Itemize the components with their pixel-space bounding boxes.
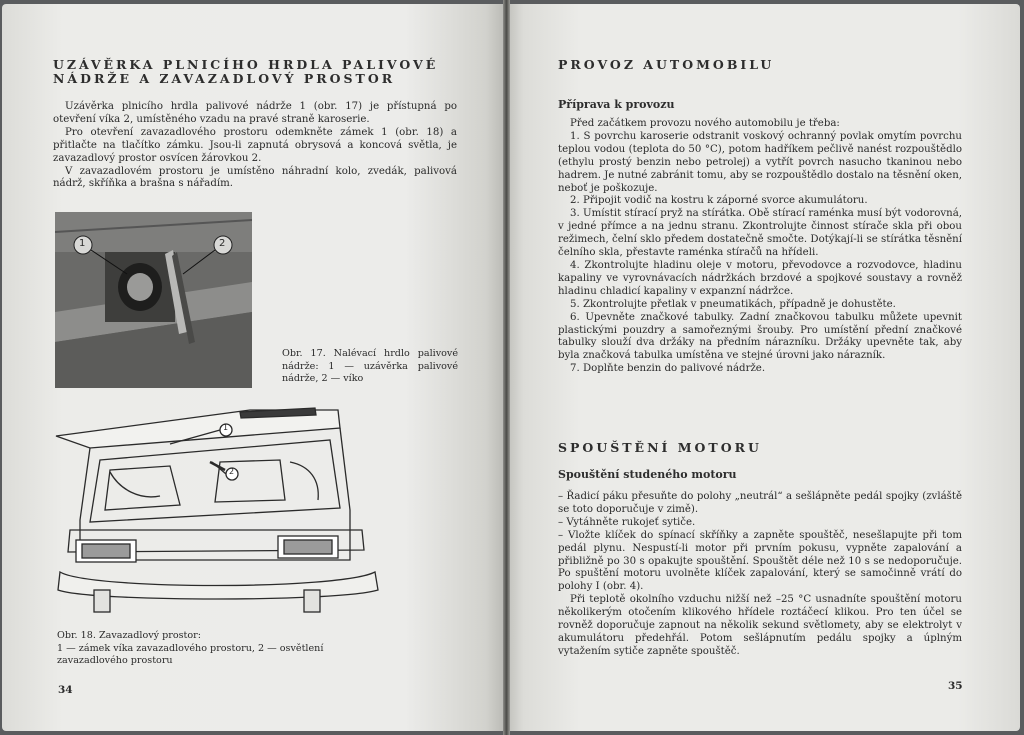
right-page xyxy=(508,4,1020,731)
left-paragraph: Pro otevření zavazadlového prostoru odemkněte zámek 1 (obr. 18) a přitlačte na tlačítko zámku. Jsou-li zapnutá obrysová a koncová světla, je zavazadlový prostor osvícen žárovkou 2. xyxy=(53,126,457,164)
list-item: 5. Zkontrolujte přetlak v pneumatikách, případně je dohustěte. xyxy=(570,298,896,310)
left-heading-line2: NÁDRŽE A ZAVAZADLOVÝ PROSTOR xyxy=(53,71,396,86)
list-item: – Vytáhněte rukojeť sytiče. xyxy=(558,516,696,528)
heading-engine-start: SPOUŠTĚNÍ MOTORU xyxy=(558,440,762,455)
list-item: – Řadicí páku přesuňte do polohy „neutrál“ a sešlápněte pedál spojky (zvláště se toto doporučuje v zimě). xyxy=(558,491,962,515)
fig17-label-1: 1 xyxy=(79,238,86,249)
list-item: Při teplotě okolního vzduchu nižší než –25 °C usnadníte spouštění motoru několikerým otočením klikového hřídele roztáčecí klikou. Pro ten účel se rovněž doporučuje zapnout na několik sekund světlomety, aby se elektrolyt v akumulátoru předehřál. Potom sešlápnutím pedálu spojky a úplným vytažením sytiče zapněte spouštěč. xyxy=(558,594,962,657)
list-item: 6. Upevněte značkové tabulky. Zadní značkovou tabulku můžete upevnit plastickými pouzdry a samořeznými šrouby. Pro umístění přední značkové tabulky slouží dva držáky na předním nárazníku. Držáky upevněte tak, aby byla značková tabulka umístěna ve stejné úrovni jako nárazník. xyxy=(558,311,962,362)
book-gutter xyxy=(503,0,510,735)
left-paragraph: Uzávěrka plnicího hrdla palivové nádrže 1 (obr. 17) je přístupná po otevření víka 2, umístěného vzadu na pravé straně karoserie. xyxy=(53,101,457,125)
fig18-label-1: 1 xyxy=(223,423,229,432)
list-item: 3. Umístit stírací pryž na stírátka. Obě stírací raménka musí být vodorovná, v jedné přímce a na jednu stranu. Zkontrolujte činnost stírače skla při obou režimech, čelní sklo předem dostatečně smočte. Dotýkají-li se stírátka těsnění čelního skla, přestavte raménka stíračů na hřídeli. xyxy=(558,208,962,259)
preparation-list xyxy=(558,118,962,376)
figure-18-caption-legend: 1 — zámek víka zavazadlového prostoru, 2 — osvětlení zavazadlového prostoru xyxy=(57,642,324,666)
left-heading xyxy=(53,58,453,86)
left-paragraph: V zavazadlovém prostoru je umístěno náhradní kolo, zvedák, palivová nádrž, skříňka a brašna s nářadím. xyxy=(53,165,457,190)
left-heading-line1: UZÁVĚRKA PLNICÍHO HRDLA PALIVOVÉ xyxy=(53,57,439,72)
list-item: 4. Zkontrolujte hladinu oleje v motoru, převodovce a rozvodovce, hladinu kapaliny ve vyrovnávacích nádržkách brzdové a spojkové soustavy a rovněž hladinu chladicí kapaliny v expanzní nádržce. xyxy=(558,259,962,297)
figure-17-photo xyxy=(55,212,252,388)
list-item: 2. Připojit vodič na kostru k záporné svorce akumulátoru. xyxy=(570,195,868,207)
fig17-label-2: 2 xyxy=(219,238,226,249)
list-item: – Vložte klíček do spínací skříňky a zapněte spouštěč, nesešlapujte při tom pedál plynu. Nespustí-li motor při prvním pokusu, vypněte zapalování a přibližně po 30 s opakujte spouštění. Spouštět déle než 10 s se nedoporučuje. Po spuštění motoru uvolněte klíček zapalování, který se samočinně vrátí do polohy I (obr. 4). xyxy=(558,529,962,593)
figure-18-caption xyxy=(57,630,387,668)
right-heading: PROVOZ AUTOMOBILU xyxy=(558,57,775,72)
list-item: 1. S povrchu karoserie odstranit voskový ochranný povlak omytím povrchu teplou vodou (teplota do 50 °C), potom hadříkem pečlivě nanést rozpouštědlo (ethylu prostý benzin nebo petrolej) a vytřít povrch nasucho tkaninou nebo hadrem. Je nutné zabránit tomu, aby se rozpouštědlo dostalo na těsnění oken, neboť je poškozuje. xyxy=(558,130,962,194)
fig18-label-2: 2 xyxy=(229,467,235,476)
left-page xyxy=(2,4,506,731)
subheading-cold-start: Spouštění studeného motoru xyxy=(558,468,737,481)
right-page-number: 35 xyxy=(948,680,963,692)
subheading-preparation: Příprava k provozu xyxy=(558,98,675,111)
figure-18-caption-title: Obr. 18. Zavazadlový prostor: xyxy=(57,630,201,641)
figure-18-drawing xyxy=(50,400,382,618)
intro-text: Před začátkem provozu nového automobilu je třeba: xyxy=(570,118,840,129)
figure-17-caption: Obr. 17. Nalévací hrdlo palivové nádrže: 1 — uzávěrka palivové nádrže, 2 — víko xyxy=(282,348,458,384)
trunk-line-drawing xyxy=(50,400,382,618)
left-page-number: 34 xyxy=(58,684,73,696)
cold-start-list xyxy=(558,491,962,659)
left-body-text xyxy=(53,101,457,191)
list-item: 7. Doplňte benzin do palivové nádrže. xyxy=(570,363,766,375)
